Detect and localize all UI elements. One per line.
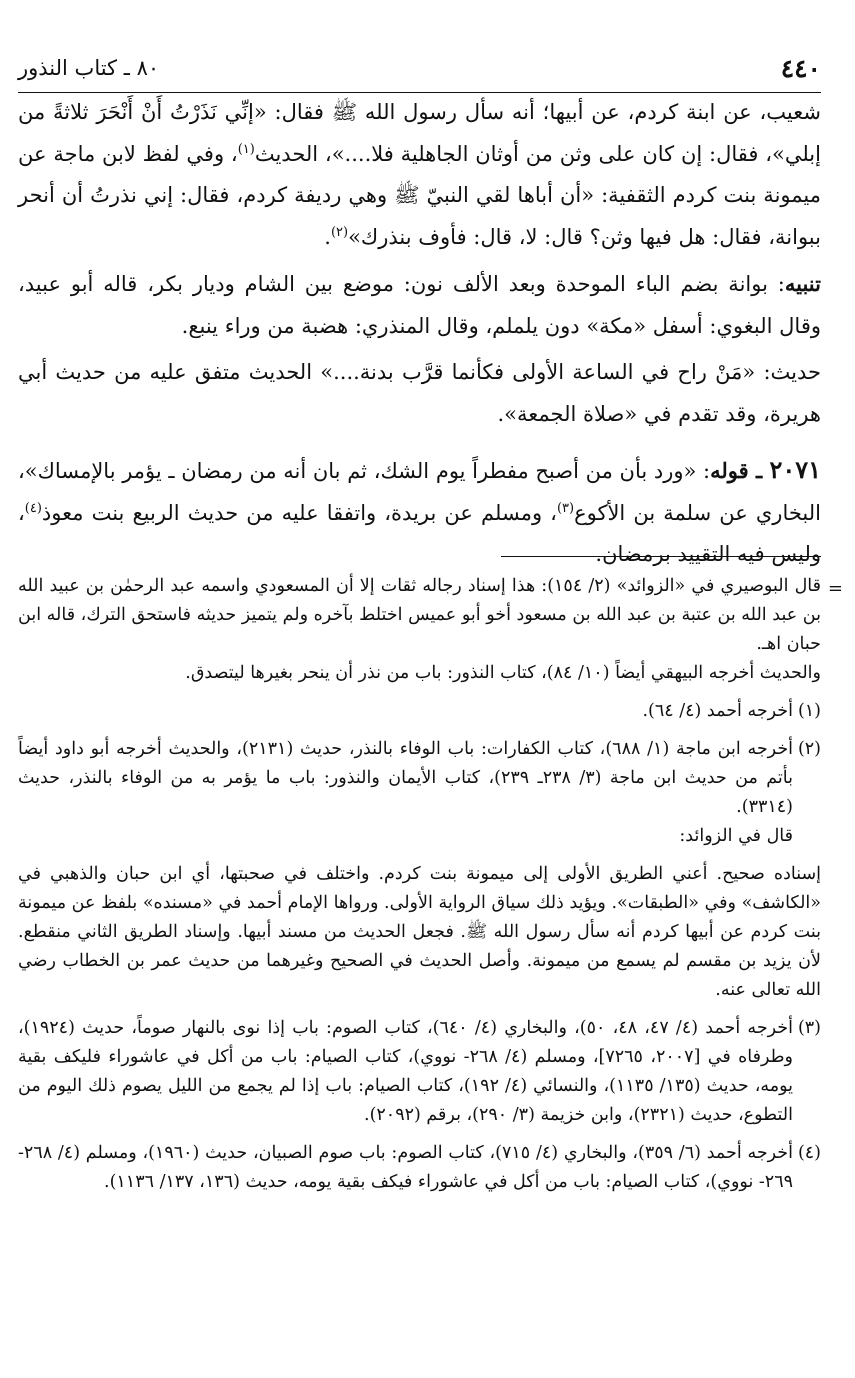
footnote-ref-1: (١) [237,141,255,157]
footnotes [18,572,843,1197]
footnote-3 [18,1014,821,1130]
main-text [18,92,821,576]
footnote-text: قال البوصيري في «الزوائد» (٢/ ١٥٤): هذا إسناد رجاله ثقات إلا أن المسعودي واسمه عبد الرحمٰن بن عبيد الله بن عبد الله بن عتبة بن عبد الله بن مسعود أخو أبو عميس اختلط بآخره ولم يتميز حديثه فاستحق الترك، قاله ابن حبان اهـ. [18,576,821,654]
paragraph-tanbih [18,263,821,347]
paragraph-text: شعيب، عن ابنة كردم، عن أبيها؛ أنه سأل رسول الله ﷺ فقال: «إنِّي نَذَرْتُ أَنْ أَنْحَرَ ثلاثةً من إبلي»، فقال: إن كان على وثن من أوثان الجاهلية فلا....»، الحديث [18,100,821,166]
footnote-2-zawaid [18,822,821,851]
tanbih-label: تنبيه [784,271,821,296]
paragraph-hadith [18,352,821,435]
continuation-mark: = [827,578,843,599]
footnote-marker: (٣) [797,1018,821,1038]
paragraph-text: : بوانة بضم الباء الموحدة وبعد الألف نون: موضع بين الشام وديار بكر، قاله أبو عبيد، وقال البغوي: أسفل «مكة» دون يلملم، وقال المنذري: هضبة من وراء ينبع. [18,272,821,338]
footnote-text: أخرجه ابن ماجة (١/ ٦٨٨)، كتاب الكفارات: باب الوفاء بالنذر، حديث (٢١٣١)، والحديث أخرجه أبو داود أيضاً بأتم من حديث ابن ماجة (٣/ ٢٣٨ـ ٢٣٩)، كتاب الأيمان والنذور: باب ما يؤمر به من الوفاء بالنذر، حديث (٣٣١٤). [18,739,794,817]
footnote-2 [18,735,821,822]
footnote-4 [18,1139,821,1197]
entry-lead: ـ قوله [710,458,770,483]
paragraph-text: ، وفي لفظ لابن ماجة عن ميمونة بنت كردم الثقفية: «أن أباها لقي النبيّ ﷺ وهي رديفة كردم، فقال: إني نذرتُ أن أنحر ببوانة، فقال: هل فيها وثن؟ قال: لا، قال: فأوف بنذرك» [18,141,821,249]
footnote-continuation-2 [18,659,821,688]
paragraph-text: ، وليس فيه التقييد برمضان. [18,500,821,566]
footnote-marker: (٢) [797,739,821,759]
footnote-text: أخرجه أحمد (٤/ ٦٤). [642,701,793,721]
footnote-text: إسناده صحيح. أعني الطريق الأولى إلى ميمونة بنت كردم. واختلف في صحبتها، أي ابن حبان والذهبي في «الكاشف» وفي «الطبقات». ويؤيد ذلك سياق الرواية الأولى. ورواها الإمام أحمد في «مسنده» بلفظ عن ميمونة بنت كردم عن أبيها كردم أنه سأل رسول الله ﷺ. فجعل الحديث من مسند أبيها. وإسناد الطريق الثاني منقطع. لأن يزيد بن مقسم لم يسمع من ميمونة. وأصل الحديث في الصحيح وغيرهما من حديث عمر بن الخطاب رضي الله تعالى عنه. [18,864,821,1000]
footnote-2-body [18,860,821,1005]
paragraph-text: ، ومسلم عن بريدة، واتفقا عليه من حديث الربيع بنت معوذ [41,500,557,525]
footnote-ref-2: (٢) [330,224,349,240]
paragraph-text: . [324,224,331,249]
footnote-marker: (١) [797,701,821,721]
paragraph-text: : «ورد بأن من أصبح مفطراً يوم الشك، ثم بان أنه من رمضان ـ يؤمر بالإمساك»، البخاري عن سلمة بن الأكوع [18,459,821,525]
page-header [18,52,821,93]
page-number: ٤٤٠ [780,54,821,83]
paragraph-shuayb [18,92,821,258]
footnote-ref-3: (٣) [556,500,575,516]
footnote-text: قال في الزوائد: [679,826,793,846]
running-title: ٨٠ ـ كتاب النذور [18,56,160,80]
footnote-text: والحديث أخرجه البيهقي أيضاً (١٠/ ٨٤)، كتاب النذور: باب من نذر أن ينحر بغيرها ليتصدق. [185,663,821,683]
footnote-1 [18,697,821,726]
footnote-text: أخرجه أحمد (٦/ ٣٥٩)، والبخاري (٤/ ٧١٥)، كتاب الصوم: باب صوم الصبيان، حديث (١٩٦٠)، ومسلم (٤/ ٢٦٨- ٢٦٩- نووي)، كتاب الصيام: باب من أكل في عاشوراء فيكف بقية يومه، حديث (١٣٦، ١٣٧/ ١١٣٦). [18,1143,793,1192]
entry-number: ٢٠٧١ [769,455,821,484]
footnote-continuation [18,572,843,659]
footnote-marker: (٤) [797,1143,821,1163]
footnote-ref-4: (٤) [24,500,42,516]
footnote-separator [501,556,821,557]
paragraph-text: حديث: «مَنْ راح في الساعة الأولى فكأنما قرَّب بدنة....» الحديث متفق عليه من حديث أبي هريرة، وقد تقدم في «صلاة الجمعة». [18,360,821,426]
footnote-text: أخرجه أحمد (٤/ ٤٧، ٤٨، ٥٠)، والبخاري (٤/ ٦٤٠)، كتاب الصوم: باب إذا نوى بالنهار صوماً، حديث (١٩٢٤)، وطرفاه في [٢٠٠٧، ٧٢٦٥]، ومسلم (٤/ ٢٦٨- نووي)، كتاب الصيام: باب من أكل في عاشوراء فليكف بقية يومه، حديث (١٣٥/ ١١٣٥)، والنسائي (٤/ ١٩٢)، كتاب الصيام: باب إذا لم يجمع من الليل يصوم ذلك اليوم من التطوع، حديث (٢٣٢١)، وابن خزيمة (٣/ ٢٩٠)، برقم (٢٠٩٢). [18,1018,794,1125]
